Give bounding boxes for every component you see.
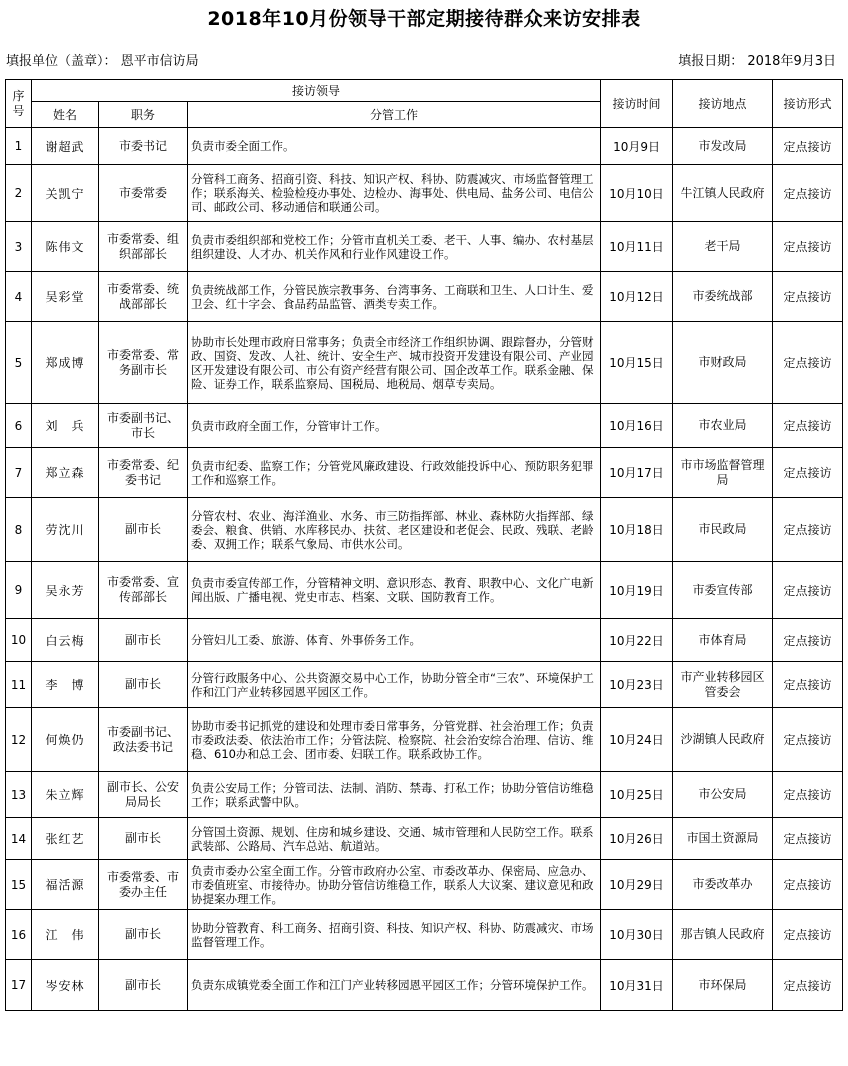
table-row [6,222,843,272]
row-position: 副市长、公安局局长 [99,772,188,818]
row-name: 李 博 [32,662,99,708]
row-time: 10月26日 [601,818,673,860]
row-place: 市财政局 [673,322,773,404]
reporting-unit-value: 恩平市信访局 [120,54,199,69]
row-position: 副市长 [99,662,188,708]
row-seq: 11 [6,662,32,708]
row-time: 10月12日 [601,272,673,322]
row-name: 劳沈川 [32,498,99,562]
row-name: 张红艺 [32,818,99,860]
row-seq: 8 [6,498,32,562]
row-time: 10月22日 [601,619,673,662]
row-form: 定点接访 [773,818,843,860]
table-row [6,165,843,222]
row-name: 岑安林 [32,960,99,1011]
row-duties: 负责市政府全面工作，分管审计工作。 [188,404,601,448]
row-duties: 负责市委办公室全面工作。分管市政府办公室、市委改革办、保密局、应急办、市委值班室、市接待办。协助分管信访维稳工作，联系人大议案、建议意见和政协提案办理工作。 [188,860,601,910]
row-seq: 7 [6,448,32,498]
row-time: 10月29日 [601,860,673,910]
table-row [6,818,843,860]
row-name: 吴彩堂 [32,272,99,322]
table-row [6,860,843,910]
row-name: 郑成博 [32,322,99,404]
row-seq: 17 [6,960,32,1011]
row-name: 福活源 [32,860,99,910]
row-time: 10月25日 [601,772,673,818]
table-row [6,498,843,562]
row-time: 10月17日 [601,448,673,498]
row-place: 牛江镇人民政府 [673,165,773,222]
page-title: 2018年10月份领导干部定期接待群众来访安排表 [207,8,641,30]
header-seq: 序号 [6,80,32,128]
row-position: 市委常委、组织部部长 [99,222,188,272]
row-seq: 3 [6,222,32,272]
row-position: 市委副书记、政法委书记 [99,708,188,772]
row-seq: 16 [6,910,32,960]
row-time: 10月9日 [601,128,673,165]
reporting-date-label: 填报日期： [678,54,744,69]
row-place: 市农业局 [673,404,773,448]
row-duties: 负责市纪委、监察工作；分管党风廉政建设、行政效能投诉中心、预防职务犯罪工作和巡察工作。 [188,448,601,498]
row-place: 老干局 [673,222,773,272]
row-form: 定点接访 [773,860,843,910]
row-seq: 12 [6,708,32,772]
row-name: 谢超武 [32,128,99,165]
row-place: 市产业转移园区管委会 [673,662,773,708]
row-position: 市委常委 [99,165,188,222]
row-name: 郑立森 [32,448,99,498]
row-seq: 2 [6,165,32,222]
row-form: 定点接访 [773,960,843,1011]
row-form: 定点接访 [773,322,843,404]
row-place: 市发改局 [673,128,773,165]
row-duties: 负责市委组织部和党校工作；分管市直机关工委、老干、人事、编办、农村基层组织建设、人才办、机关作风和行业作风建设工作。 [188,222,601,272]
row-duties: 分管妇儿工委、旅游、体育、外事侨务工作。 [188,619,601,662]
header-place: 接访地点 [673,80,773,128]
table-row [6,448,843,498]
table-row [6,910,843,960]
row-position: 副市长 [99,498,188,562]
reporting-unit-label: 填报单位（盖章）： [6,54,117,69]
row-place: 市委统战部 [673,272,773,322]
row-place: 市国土资源局 [673,818,773,860]
row-seq: 14 [6,818,32,860]
row-position: 副市长 [99,910,188,960]
header-duties: 分管工作 [188,102,601,128]
row-form: 定点接访 [773,272,843,322]
row-form: 定点接访 [773,165,843,222]
table-row [6,708,843,772]
table-row [6,662,843,708]
row-position: 市委常委、统战部部长 [99,272,188,322]
row-name: 何焕仍 [32,708,99,772]
row-place: 市市场监督管理局 [673,448,773,498]
schedule-table [5,79,843,1011]
row-duties: 协助市委书记抓党的建设和处理市委日常事务，分管党群、社会治理工作；负责市委政法委、依法治市工作；分管法院、检察院、社会治安综合治理、信访、维稳、610办和总工会、团市委、妇联工作。联系政协工作。 [188,708,601,772]
row-name: 陈伟文 [32,222,99,272]
row-seq: 5 [6,322,32,404]
row-name: 江 伟 [32,910,99,960]
row-seq: 13 [6,772,32,818]
row-form: 定点接访 [773,128,843,165]
row-seq: 15 [6,860,32,910]
row-duties: 负责公安局工作；分管司法、法制、消防、禁毒、打私工作；协助分管信访维稳工作；联系武警中队。 [188,772,601,818]
row-place: 那吉镇人民政府 [673,910,773,960]
table-row [6,619,843,662]
row-time: 10月30日 [601,910,673,960]
table-row [6,404,843,448]
row-form: 定点接访 [773,662,843,708]
header-name: 姓名 [32,102,99,128]
row-form: 定点接访 [773,222,843,272]
row-seq: 1 [6,128,32,165]
row-time: 10月15日 [601,322,673,404]
table-row [6,960,843,1011]
row-position: 市委常委、宣传部部长 [99,562,188,619]
reporting-date-value: 2018年9月3日 [747,54,836,69]
row-position: 市委常委、市委办主任 [99,860,188,910]
row-place: 市委宣传部 [673,562,773,619]
row-time: 10月19日 [601,562,673,619]
table-row [6,772,843,818]
reporting-date [678,50,836,69]
row-position: 市委常委、常务副市长 [99,322,188,404]
row-duties: 分管农村、农业、海洋渔业、水务、市三防指挥部、林业、森林防火指挥部、绿委会、粮食、供销、水库移民办、扶贫、老区建设和老促会、民政、残联、老龄委、双拥工作；联系气象局、市供水公司。 [188,498,601,562]
header-form: 接访形式 [773,80,843,128]
row-time: 10月24日 [601,708,673,772]
row-name: 刘 兵 [32,404,99,448]
table-row [6,322,843,404]
reporting-unit [6,50,199,69]
row-form: 定点接访 [773,772,843,818]
row-time: 10月16日 [601,404,673,448]
table-row [6,272,843,322]
row-duties: 负责东成镇党委全面工作和江门产业转移园恩平园区工作；分管环境保护工作。 [188,960,601,1011]
header-time: 接访时间 [601,80,673,128]
row-name: 吴永芳 [32,562,99,619]
row-seq: 6 [6,404,32,448]
row-place: 市体育局 [673,619,773,662]
row-seq: 10 [6,619,32,662]
row-form: 定点接访 [773,708,843,772]
row-position: 副市长 [99,619,188,662]
row-form: 定点接访 [773,404,843,448]
row-duties: 分管国土资源、规划、住房和城乡建设、交通、城市管理和人民防空工作。联系武装部、公路局、汽车总站、航道站。 [188,818,601,860]
row-position: 市委书记 [99,128,188,165]
row-time: 10月11日 [601,222,673,272]
row-form: 定点接访 [773,910,843,960]
row-time: 10月10日 [601,165,673,222]
row-place: 市民政局 [673,498,773,562]
row-duties: 分管科工商务、招商引资、科技、知识产权、科协、防震减灾、市场监督管理工作；联系海关、检验检疫办事处、边检办、海事处、供电局、盐务公司、电信公司、邮政公司、移动通信和联通公司。 [188,165,601,222]
row-duties: 负责统战部工作，分管民族宗教事务、台湾事务、工商联和卫生、人口计生、爱卫会、红十字会、食品药品监管、酒类专卖工作。 [188,272,601,322]
table-row [6,128,843,165]
row-form: 定点接访 [773,562,843,619]
row-place: 市委改革办 [673,860,773,910]
row-form: 定点接访 [773,498,843,562]
row-seq: 4 [6,272,32,322]
schedule-table-body [6,128,843,1011]
row-place: 沙湖镇人民政府 [673,708,773,772]
row-place: 市公安局 [673,772,773,818]
row-duties: 分管行政服务中心、公共资源交易中心工作，协助分管全市“三农”、环境保护工作和江门产业转移园恩平园区工作。 [188,662,601,708]
row-duties: 负责市委宣传部工作，分管精神文明、意识形态、教育、职教中心、文化广电新闻出版、广播电视、党史市志、档案、文联、国防教育工作。 [188,562,601,619]
row-position: 副市长 [99,818,188,860]
row-time: 10月18日 [601,498,673,562]
row-position: 市委副书记、市长 [99,404,188,448]
row-position: 副市长 [99,960,188,1011]
row-name: 白云梅 [32,619,99,662]
row-name: 关凯宁 [32,165,99,222]
row-seq: 9 [6,562,32,619]
row-duties: 协助市长处理市政府日常事务；负责全市经济工作组织协调、跟踪督办，分管财政、国资、发改、人社、统计、安全生产、城市投资开发建设有限公司、产业园区开发建设有限公司、市公有资产经营有限公司、国企改革工作。联系金融、保险、证券工作，联系监察局、国税局、地税局、烟草专卖局。 [188,322,601,404]
table-row [6,562,843,619]
row-form: 定点接访 [773,619,843,662]
row-place: 市环保局 [673,960,773,1011]
row-form: 定点接访 [773,448,843,498]
row-name: 朱立辉 [32,772,99,818]
header-leader-group: 接访领导 [32,80,601,102]
row-position: 市委常委、纪委书记 [99,448,188,498]
row-time: 10月31日 [601,960,673,1011]
row-time: 10月23日 [601,662,673,708]
row-duties: 负责市委全面工作。 [188,128,601,165]
header-position: 职务 [99,102,188,128]
row-duties: 协助分管教育、科工商务、招商引资、科技、知识产权、科协、防震减灾、市场监督管理工作。 [188,910,601,960]
